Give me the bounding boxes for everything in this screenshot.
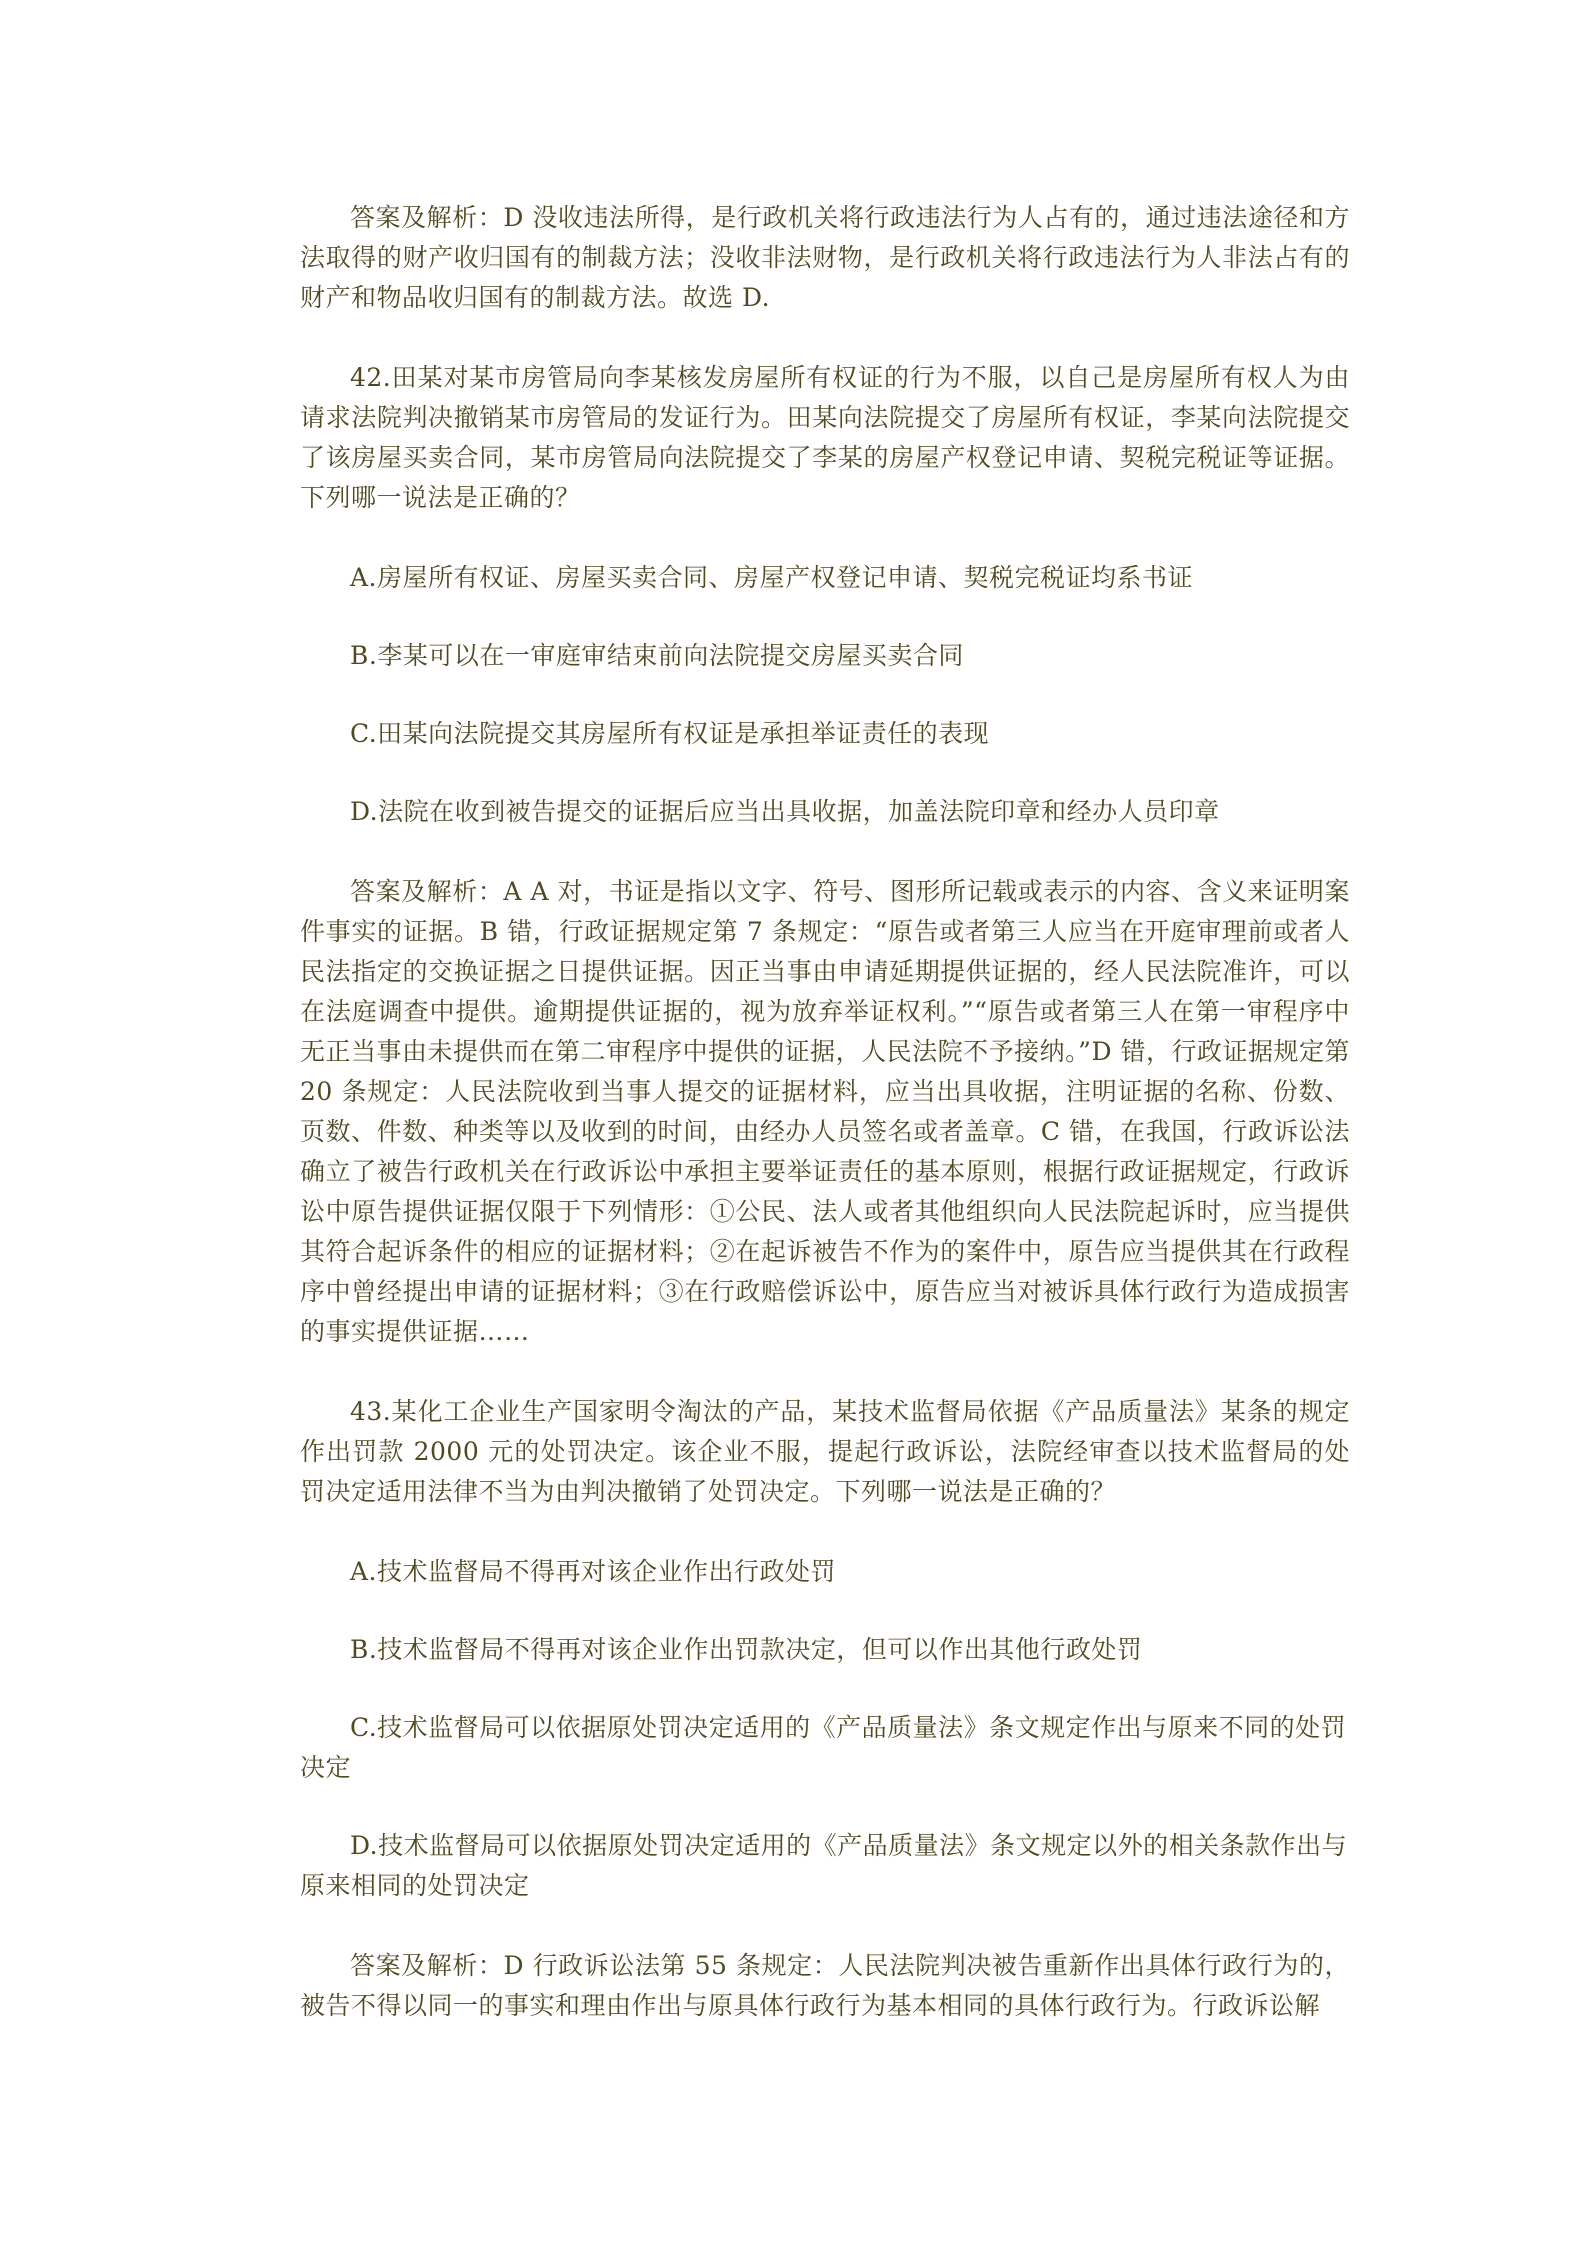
question-42-option-c: C.田某向法院提交其房屋所有权证是承担举证责任的表现 <box>350 719 990 748</box>
spacer <box>300 1670 1350 1708</box>
question-42-option-a: A.房屋所有权证、房屋买卖合同、房屋产权登记申请、契税完税证均系书证 <box>350 563 1194 592</box>
spacer <box>300 1788 1350 1826</box>
spacer <box>300 518 1350 558</box>
spacer <box>300 1906 1350 1946</box>
answer-explanation-43: 答案及解析：D 行政诉讼法第 55 条规定：人民法院判决被告重新作出具体行政行为的，被告不得以同一的事实和理由作出与原具体行政行为基本相同的具体行政行为。行政诉讼解 <box>300 1951 1350 2020</box>
question-43-option-d: D.技术监督局可以依据原处罚决定适用的《产品质量法》条文规定以外的相关条款作出与原来相同的处罚决定 <box>300 1831 1348 1900</box>
answer-explanation-41: 答案及解析：D 没收违法所得，是行政机关将行政违法行为人占有的，通过违法途径和方法取得的财产收归国有的制裁方法；没收非法财物，是行政机关将行政违法行为人非法占有的财产和物品收归国有的制裁方法。故选 D. <box>300 203 1350 312</box>
spacer <box>300 676 1350 714</box>
question-42-option-d: D.法院在收到被告提交的证据后应当出具收据，加盖法院印章和经办人员印章 <box>350 797 1220 826</box>
question-43-option-c: C.技术监督局可以依据原处罚决定适用的《产品质量法》条文规定作出与原来不同的处罚决定 <box>300 1713 1347 1782</box>
question-43-option-a: A.技术监督局不得再对该企业作出行政处罚 <box>350 1557 837 1586</box>
question-42-option-b: B.李某可以在一审庭审结束前向法院提交房屋买卖合同 <box>350 641 964 670</box>
document-body <box>300 198 1350 2026</box>
spacer <box>300 1352 1350 1392</box>
question-42-stem: 42.田某对某市房管局向李某核发房屋所有权证的行为不服，以自己是房屋所有权人为由请求法院判决撤销某市房管局的发证行为。田某向法院提交了房屋所有权证，李某向法院提交了该房屋买卖合同，某市房管局向法院提交了李某的房屋产权登记申请、契税完税证等证据。下列哪一说法是正确的？ <box>300 363 1350 512</box>
spacer <box>300 832 1350 872</box>
question-43-option-b: B.技术监督局不得再对该企业作出罚款决定，但可以作出其他行政处罚 <box>350 1635 1143 1664</box>
spacer <box>300 1592 1350 1630</box>
spacer <box>300 1512 1350 1552</box>
question-43-stem: 43.某化工企业生产国家明令淘汰的产品，某技术监督局依据《产品质量法》某条的规定作出罚款 2000 元的处罚决定。该企业不服，提起行政诉讼，法院经审查以技术监督局的处罚决定适用法律不当为由判决撤销了处罚决定。下列哪一说法是正确的？ <box>300 1397 1350 1506</box>
answer-explanation-42: 答案及解析：A A 对，书证是指以文字、符号、图形所记载或表示的内容、含义来证明案件事实的证据。B 错，行政证据规定第 7 条规定：“原告或者第三人应当在开庭审理前或者人民法指定的交换证据之日提供证据。因正当事由申请延期提供证据的，经人民法院准许，可以在法庭调查中提供。逾期提供证据的，视为放弃举证权利。”“原告或者第三人在第一审程序中无正当事由未提供而在第二审程序中提供的证据，人民法院不予接纳。”D 错，行政证据规定第 20 条规定：人民法院收到当事人提交的证据材料，应当出具收据，注明证据的名称、份数、页数、件数、种类等以及收到的时间，由经办人员签名或者盖章。C 错，在我国，行政诉讼法确立了被告行政机关在行政诉讼中承担主要举证责任的基本原则，根据行政证据规定，行政诉讼中原告提供证据仅限于下列情形：①公民、法人或者其他组织向人民法院起诉时，应当提供其符合起诉条件的相应的证据材料；②在起诉被告不作为的案件中，原告应当提供其在行政程序中曾经提出申请的证据材料；③在行政赔偿诉讼中，原告应当对被诉具体行政行为造成损害的事实提供证据…… <box>300 877 1350 1346</box>
spacer <box>300 598 1350 636</box>
spacer <box>300 318 1350 358</box>
spacer <box>300 754 1350 792</box>
